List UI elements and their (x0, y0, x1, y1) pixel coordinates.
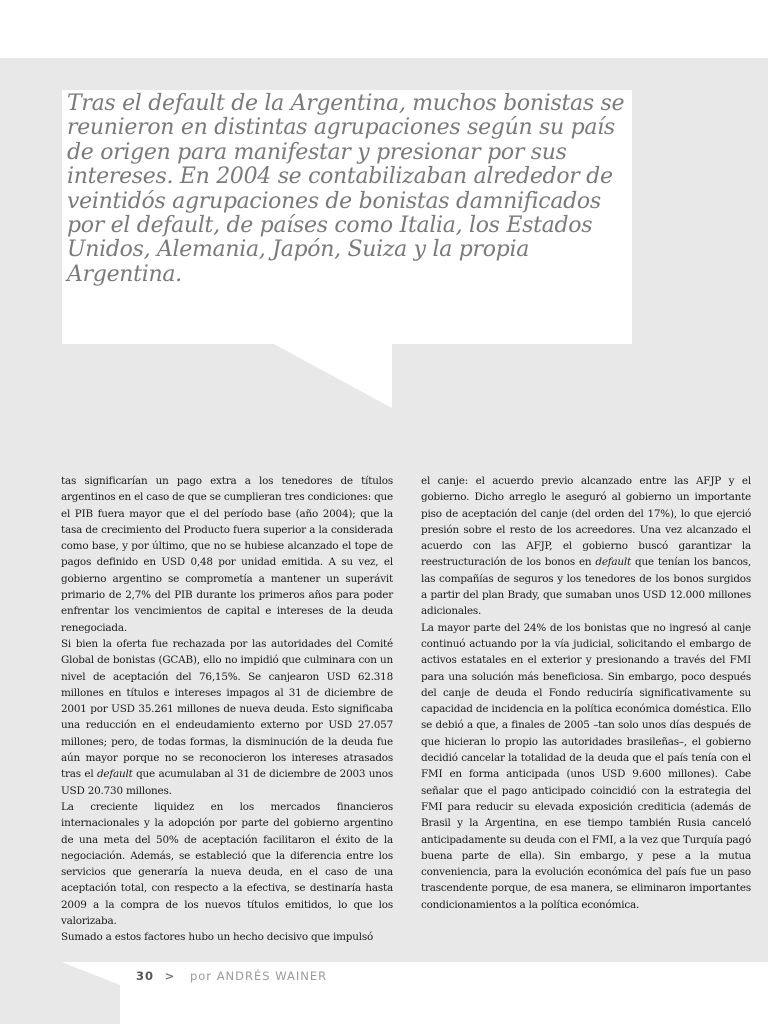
footer-separator: > (164, 969, 176, 983)
body-column-right (421, 473, 751, 913)
page-footer (136, 969, 327, 983)
italic-term: default (595, 556, 632, 569)
paragraph: La mayor parte del 24% de los bonistas que no ingresó al canje continuó actuando por la vía judicial, solicitando el embargo de activos estatales en el exterior y presionando a través del FMI para una solución más beneficiosa. Sin embargo, poco después del canje de deuda el Fondo reduciría significativamente su capacidad de incidencia en la política económica doméstica. Ello se debió a que, a finales de 2005 –tan solo unos días después de que hicieran lo propio las autoridades brasileñas–, el gobierno decidió cancelar la totalidad de la deuda que el país tenía con el FMI en forma anticipada (unos USD 9.600 millones). Cabe señalar que el pago anticipado coincidió con la estrategia del FMI para reducir su elevada exposición crediticia (además de Brasil y la Argentina, en ese tiempo también Rusia canceló anticipadamente su deuda con el FMI, a la vez que Turquía pagó buena parte de ella). Sin embargo, y pese a la mutua conveniencia, para la evolución económica del país fue un paso trascendente porque, de esa manera, se eliminaron importantes condicionamientos a la política económica. (421, 621, 751, 911)
paragraph: el canje: el acuerdo previo alcanzado entre las AFJP y el gobierno. Dicho arreglo le aseguró al gobierno un importante piso de aceptación del canje (del orden del 17%), lo que ejerció presión sobre el resto de los acreedores. Una vez alcanzado el acuerdo con las AFJP, el gobierno buscó garantizar la reestructuración de los bonos en default que tenían los bancos, las compañías de seguros y los tenedores de los bonos surgidos a partir del plan Brady, que sumaban unos USD 12.000 millones adicionales. (421, 475, 751, 618)
footer-author: por ANDRÉS WAINER (189, 969, 328, 983)
footer-tab-shape (0, 955, 768, 1024)
paragraph: Sumado a estos factores hubo un hecho decisivo que impulsó (61, 931, 374, 944)
body-column-left (61, 473, 393, 946)
paragraph: tas significarían un pago extra a los tenedores de títulos argentinos en el caso de que se cumplieran tres condiciones: que el PIB fuera mayor que el del período base (año 2004); que la tasa de crecimiento del Producto fuera superior a la considerada como base, y por último, que no se hubiese alcanzado el tope de pagos definido en USD 0,48 por unidad emitida. A su vez, el gobierno argentino se comprometía a mantener un superávit primario de 2,7% del PIB durante los primeros años para poder enfrentar los vencimientos de capital e intereses de la deuda renegociada. (61, 475, 393, 634)
paragraph: Si bien la oferta fue rechazada por las autoridades del Comité Global de bonistas (GCAB), ello no impidió que culminara con un nivel de aceptación del 76,15%. Se canjearon USD 62.318 millones en títulos e intereses impagos al 31 de diciembre de 2001 por USD 35.261 millones de nueva deuda. Esto significaba una reducción en el endeudamiento externo por USD 27.057 millones; pero, de todas formas, la disminución de la deuda fue aún mayor porque no se reconocieron los intereses atrasados tras el default que acumulaban al 31 de diciembre de 2003 unos USD 20.730 millones. (61, 637, 393, 797)
page-number: 30 (136, 969, 155, 983)
pull-quote-text: Tras el default de la Argentina, muchos bonistas se reunieron en distintas agrupaciones según su país de origen para manifestar y presionar por sus intereses. En 2004 se contabilizaban alrededor de veintidós agrupaciones de bonistas damnificados por el default, de países como Italia, los Estados Unidos, Alemania, Japón, Suiza y la propia Argentina. (67, 91, 625, 287)
paragraph: La creciente liquidez en los mercados financieros internacionales y la adopción por parte del gobierno argentino de una meta del 50% de aceptación facilitaron el éxito de la negociación. Además, se estableció que la diferencia entre los servicios que generaría la nueva deuda, en el caso de una aceptación total, con respecto a la efectiva, se destinaría hasta 2009 a la compra de los nuevos títulos emitidos, lo que los valorizaba. (61, 800, 393, 928)
italic-term: default (96, 768, 133, 781)
